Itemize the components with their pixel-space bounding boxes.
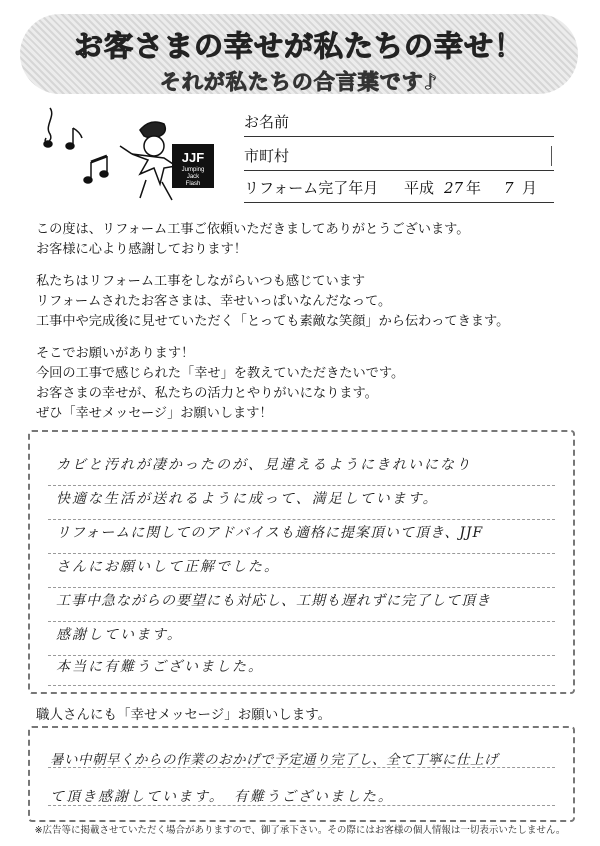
customer-message-line: 本当に有難うございました。 xyxy=(56,659,264,675)
message-rule xyxy=(48,586,555,588)
customer-message-line: さんにお願いして正解でした。 xyxy=(56,559,280,575)
month-unit: 月 xyxy=(522,179,538,197)
customer-message-line: 工事中急ながらの要望にも対応し、工期も遅れずに完了して頂き xyxy=(56,593,491,609)
footer-note: ※広告等に掲載させていただく場合がありますので、御了承下さい。その際にはお客様の個人情報は一切表示いたしません。 xyxy=(34,825,566,836)
logo-line1: Jumping xyxy=(181,167,205,173)
intro-paragraph-3 xyxy=(36,344,576,424)
name-field[interactable] xyxy=(244,110,554,137)
intro-text xyxy=(36,220,576,436)
message-rule xyxy=(48,518,555,520)
city-label: 市町村 xyxy=(244,147,290,165)
completion-label: リフォーム完了年月 xyxy=(244,179,379,197)
intro-line: お客様に心より感謝しております！ xyxy=(36,242,247,257)
craftsman-message-line: て頂き感謝しています。 有難うございました。 xyxy=(50,789,394,805)
intro-line: この度は、リフォーム工事ご依頼いただきましてありがとうございます。 xyxy=(36,222,470,237)
message-rule xyxy=(48,552,555,554)
month-value: 7 xyxy=(504,179,514,197)
intro-line: そこでお願いがあります！ xyxy=(36,346,195,361)
year-unit: 年 xyxy=(466,179,482,197)
customer-message-line: リフォームに関してのアドバイスも適格に提案頂いて頂き、JJF xyxy=(56,525,484,541)
completion-field[interactable] xyxy=(244,176,554,203)
message-rule xyxy=(48,484,555,486)
logo-line3: Flash xyxy=(185,181,201,187)
era-label: 平成 xyxy=(404,179,435,197)
craftsman-label: 職人さんにも「幸せメッセージ」お願いします。 xyxy=(36,707,332,723)
intro-line: お客さまの幸せが、私たちの活力とやりがいになります。 xyxy=(36,386,378,401)
city-mark xyxy=(551,146,552,166)
message-rule xyxy=(48,620,555,622)
header-banner xyxy=(20,14,578,94)
intro-paragraph-2 xyxy=(36,272,576,332)
name-label: お名前 xyxy=(244,113,290,131)
craftsman-message-line: 暑い中朝早くからの作業のおかげで予定通り完了し、全て丁寧に仕上げ xyxy=(50,752,498,768)
intro-line: ぜひ「幸せメッセージ」お願いします！ xyxy=(36,406,273,421)
year-value: 27 xyxy=(444,179,464,197)
header-title: お客さまの幸せが私たちの幸せ！ xyxy=(73,29,524,63)
customer-message-line: 感謝しています。 xyxy=(56,627,183,643)
logo-line2: Jack xyxy=(186,174,200,180)
customer-message-line: カビと汚れが凄かったのが、見違えるようにきれいになり xyxy=(56,457,472,473)
city-field[interactable] xyxy=(244,144,554,171)
intro-line: 工事中や完成後に見せていただく「とっても素敵な笑顔」から伝わってきます。 xyxy=(36,314,510,329)
customer-message-line: 快適な生活が送れるように成って、満足しています。 xyxy=(56,491,439,507)
mascot-logo-icon xyxy=(110,110,220,206)
music-notes-icon xyxy=(36,100,116,190)
logo-letters: JJF xyxy=(181,150,205,165)
intro-line: 今回の工事で感じられた「幸せ」を教えていただきたいです。 xyxy=(36,366,405,381)
header-subtitle: それが私たちの合言葉です♪ xyxy=(159,70,439,94)
message-rule xyxy=(48,684,555,686)
intro-line: 私たちはリフォーム工事をしながらいつも感じています xyxy=(36,274,366,289)
intro-paragraph-1 xyxy=(36,220,576,260)
craftsman-message-box[interactable] xyxy=(28,726,575,822)
intro-line: リフォームされたお客さまは、幸せいっぱいなんだなって。 xyxy=(36,294,392,309)
